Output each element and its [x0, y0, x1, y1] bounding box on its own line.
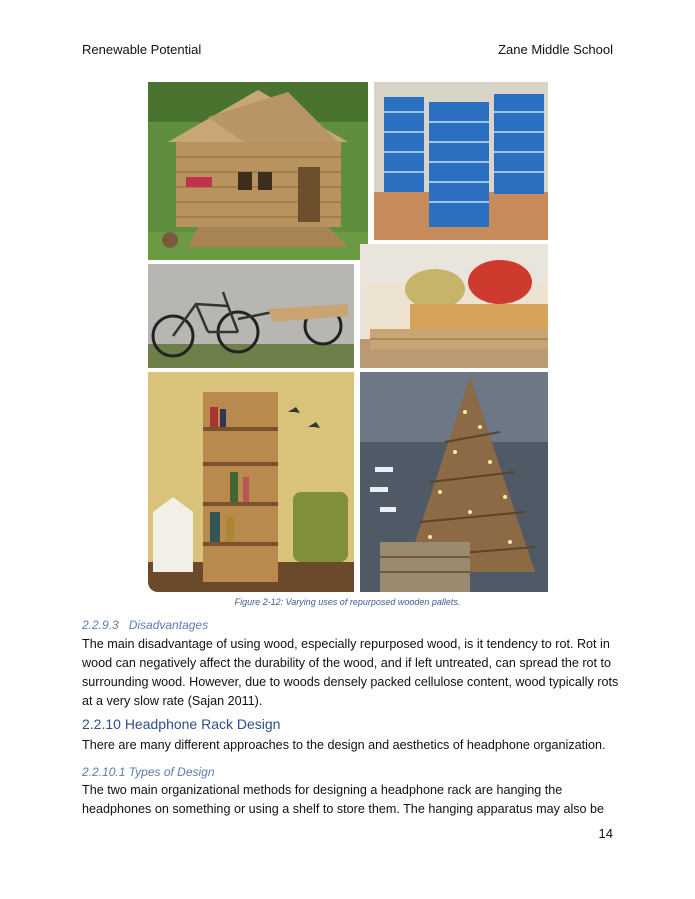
paragraph-types-of-design: The two main organizational methods for designing a headphone rack are hanging the headphones on something or using a shelf to store them. The hanging apparatus may also be [82, 783, 605, 816]
pallet-collage-figure [148, 82, 548, 592]
header-left: Renewable Potential [82, 42, 202, 57]
heading-types-of-design: 2.2.10.1 Types of Design [82, 765, 215, 779]
figure-caption: Figure 2-12: Varying uses of repurposed wooden pallets. [234, 597, 461, 607]
blue-pallet-wall-photo [374, 82, 548, 240]
pallet-tree-photo [360, 372, 548, 592]
pallet-house-photo [148, 82, 368, 260]
heading-title: Disadvantages [128, 618, 209, 632]
paragraph-headphone-rack: There are many different approaches to the design and aesthetics of headphone organization. [82, 738, 606, 752]
pallet-bookshelf-photo [148, 372, 354, 592]
heading-number: 2.2.9.3 [82, 618, 119, 632]
header-right: Zane Middle School [498, 42, 613, 57]
bike-trailer-photo [148, 264, 354, 368]
heading-disadvantages [82, 618, 208, 632]
pallet-bed-photo [360, 244, 548, 368]
heading-headphone-rack-design: 2.2.10 Headphone Rack Design [82, 716, 281, 732]
paragraph-disadvantages: The main disadvantage of using wood, especially repurposed wood, is it tendency to rot. Rot in wood can negatively affect the durability of the wood, and if left untreated, can spread the rot to surrounding wood. However, due to woods densely packed cellulose content, wood typically rots at a very slow rate (Sajan 2011). [82, 637, 619, 708]
page-number: 14 [598, 826, 613, 841]
